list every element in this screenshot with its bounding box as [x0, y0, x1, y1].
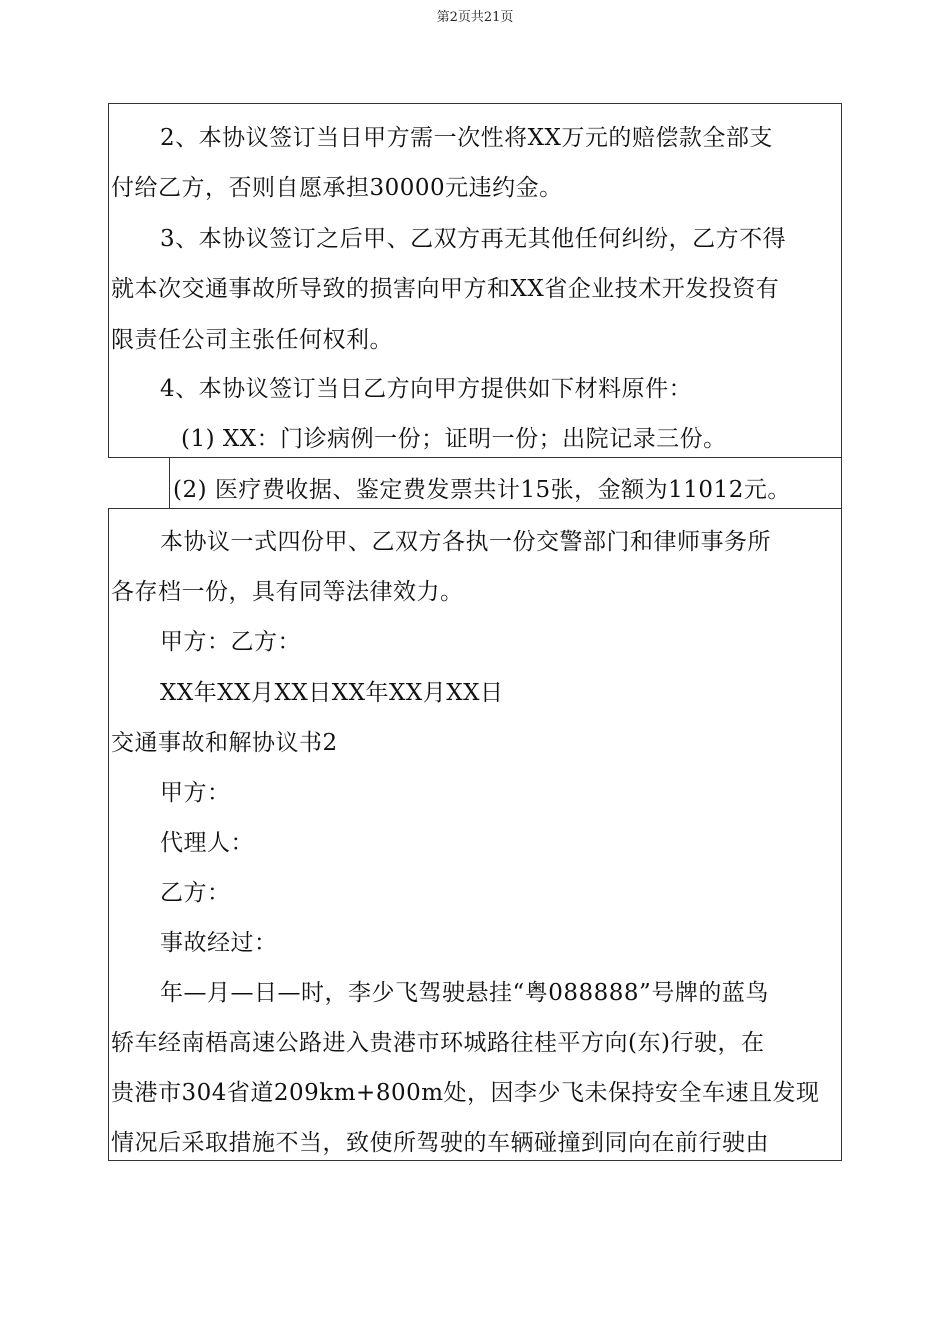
clause-line: (1) XX：门诊病例一份；证明一份；出院记录三份。 [181, 426, 727, 452]
clause-line: 4、本协议签订当日乙方向甲方提供如下材料原件： [160, 376, 693, 402]
page-number-header: 第2页共21页 [436, 10, 514, 25]
body-line: 贵港市304省道209km+800m处，因李少飞未保持安全车速且发现 [111, 1080, 820, 1106]
clause-line: 付给乙方，否则自愿承担30000元违约金。 [111, 175, 563, 201]
clause-line: 限责任公司主张任何权利。 [111, 327, 393, 353]
clause-line: 3、本协议签订之后甲、乙双方再无其他任何纠纷，乙方不得 [160, 226, 787, 252]
document-title: 交通事故和解协议书2 [111, 730, 338, 756]
body-line: 情况后采取措施不当，致使所驾驶的车辆碰撞到同向在前行驶由 [111, 1130, 769, 1156]
clause-line: 就本次交通事故所导致的损害向甲方和XX省企业技术开发投资有 [111, 276, 780, 302]
party-label-line: 甲方：乙方： [160, 629, 301, 655]
body-line: 轿车经南梧高速公路进入贵港市环城路往桂平方向(东)行驶，在 [111, 1030, 765, 1056]
party-b-label: 乙方： [160, 880, 231, 906]
body-line: 本协议一式四份甲、乙双方各执一份交警部门和律师事务所 [160, 529, 771, 555]
clause-line: 2、本协议签订当日甲方需一次性将XX万元的赔偿款全部支 [160, 125, 773, 151]
body-line: 各存档一份，具有同等法律效力。 [111, 579, 464, 605]
agent-label: 代理人： [160, 830, 254, 856]
date-line: XX年XX月XX日XX年XX月XX日 [160, 680, 504, 706]
body-line: 年—月—日—时，李少飞驾驶悬挂“粤088888”号牌的蓝鸟 [160, 980, 769, 1006]
party-a-label: 甲方： [160, 780, 231, 806]
materials-line: (2) 医疗费收据、鉴定费发票共计15张，金额为11012元。 [173, 477, 791, 503]
accident-details-label: 事故经过： [160, 930, 278, 956]
